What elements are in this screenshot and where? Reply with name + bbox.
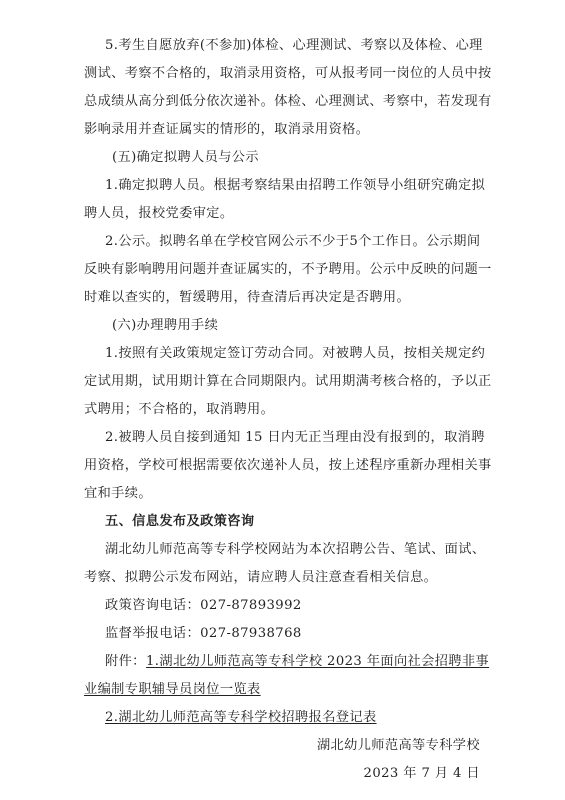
sec5-p1-line-1: 1.确定拟聘人员。根据考察结果由招聘工作领导小组研究确定拟	[105, 178, 486, 193]
item5-line-1: 5.考生自愿放弃(不参加)体检、心理测试、考察以及体检、心理	[105, 38, 483, 53]
part5-p-line-2: 考察、拟聘公示发布网站，请应聘人员注意查看相关信息。	[84, 570, 438, 585]
sec6-p1-line-2: 定试用期，试用期计算在合同期限内。试用期满考核合格的，予以正	[84, 374, 492, 389]
signature-date: 2023 年 7 月 4 日	[363, 766, 480, 781]
sec6-p2-line-2: 用资格，学校可根据需要依次递补人员，按上述程序重新办理相关事	[84, 458, 492, 473]
attachment-2-link[interactable]: 2.湖北幼儿师范高等专科学校招聘报名登记表	[105, 710, 377, 725]
attachment-1-link-cont[interactable]: 业编制专职辅导员岗位一览表	[84, 682, 261, 697]
report-phone: 监督举报电话：027-87938768	[105, 626, 302, 641]
part-5-title: 五、信息发布及政策咨询	[105, 514, 255, 529]
item5-line-3: 总成绩从高分到低分依次递补。体检、心理测试、考察中，若发现有	[84, 94, 492, 109]
part5-p-line-1: 湖北幼儿师范高等专科学校网站为本次招聘公告、笔试、面试、	[105, 542, 486, 557]
sec5-p1-line-2: 聘人员，报校党委审定。	[84, 206, 234, 221]
item5-line-2: 测试、考察不合格的，取消录用资格，可从报考同一岗位的人员中按	[84, 66, 492, 81]
item5-line-4: 影响录用并查证属实的情形的，取消录用资格。	[84, 122, 370, 137]
sec6-p2-line-1: 2.被聘人员自接到通知 15 日内无正当理由没有报到的，取消聘	[105, 430, 485, 445]
sec5-p2-line-1: 2.公示。拟聘名单在学校官网公示不少于5个工作日。公示期间	[105, 234, 481, 249]
policy-phone: 政策咨询电话：027-87893992	[105, 598, 302, 613]
sec6-p1-line-1: 1.按照有关政策规定签订劳动合同。对被聘人员，按相关规定约	[105, 346, 486, 361]
section-5-title: (五)确定拟聘人员与公示	[112, 150, 259, 165]
sec5-p2-line-3: 时难以查实的，暂缓聘用，待查清后再决定是否聘用。	[84, 290, 411, 305]
signature-organization: 湖北幼儿师范高等专科学校	[316, 738, 480, 753]
sec6-p1-line-3: 式聘用；不合格的，取消聘用。	[84, 402, 275, 417]
sec6-p2-line-3: 宜和手续。	[84, 486, 152, 501]
sec5-p2-line-2: 反映有影响聘用问题并查证属实的，不予聘用。公示中反映的问题一	[84, 262, 492, 277]
attachment-1-link[interactable]: 1.湖北幼儿师范高等专科学校 2023 年面向社会招聘非事	[146, 654, 490, 669]
section-6-title: (六)办理聘用手续	[112, 318, 219, 333]
attachment-label: 附件：	[105, 654, 146, 669]
